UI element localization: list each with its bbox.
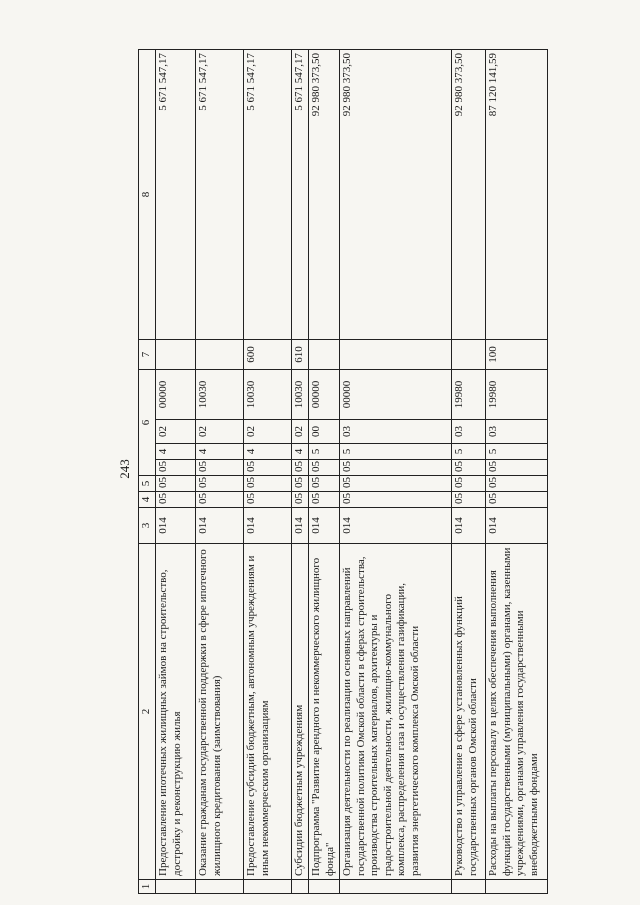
- row-direction: 10030: [244, 370, 292, 420]
- row-name: Подпрограмма "Развитие арендного и некоммерческого жилищного фонда": [309, 544, 340, 880]
- row-section: 05: [309, 492, 340, 508]
- header-col-5: 5: [139, 476, 156, 492]
- header-col-6: 6: [139, 370, 156, 476]
- row-event: 02: [292, 420, 309, 444]
- row-subprogram: 5: [340, 444, 452, 460]
- row-program: 05: [309, 460, 340, 476]
- row-name: Руководство и управление в сфере установленных функций государственных органов Омской области: [452, 544, 486, 880]
- row-index-cell: [196, 880, 244, 894]
- header-col-8: 8: [139, 50, 156, 340]
- row-subsection: 05: [486, 476, 548, 492]
- row-direction: 00000: [309, 370, 340, 420]
- row-section: 05: [340, 492, 452, 508]
- row-expense-type: 100: [486, 340, 548, 370]
- row-subsection: 05: [340, 476, 452, 492]
- row-direction: 10030: [292, 370, 309, 420]
- row-code: 014: [309, 508, 340, 544]
- table-row: [196, 50, 244, 894]
- row-index-cell: [309, 880, 340, 894]
- row-subprogram: 4: [156, 444, 196, 460]
- row-index-cell: [244, 880, 292, 894]
- row-event: 00: [309, 420, 340, 444]
- row-program: 05: [244, 460, 292, 476]
- row-program: 05: [156, 460, 196, 476]
- row-event: 03: [452, 420, 486, 444]
- row-direction: 19980: [452, 370, 486, 420]
- row-amount: 92 980 373,50: [452, 50, 486, 340]
- row-index-cell: [340, 880, 452, 894]
- row-section: 05: [156, 492, 196, 508]
- row-event: 03: [340, 420, 452, 444]
- row-index-cell: [156, 880, 196, 894]
- header-col-2: 2: [139, 544, 156, 880]
- table-row: [486, 50, 548, 894]
- row-index-cell: [292, 880, 309, 894]
- row-name: Предоставление субсидий бюджетным, автономным учреждениям и иным некоммерческим организациям: [244, 544, 292, 880]
- row-name: Организация деятельности по реализации основных направлений государственной политики Омской области в сферах строительства, производства строительных материалов, архитектуры и градостроительной деятельности, жилищно-коммунального комплекса, распределения газа и осуществления газификации, развития энергетического комплекса Омской области: [340, 544, 452, 880]
- rotated-page: [114, 53, 540, 894]
- row-expense-type: [196, 340, 244, 370]
- row-amount: 5 671 547,17: [156, 50, 196, 340]
- row-program: 05: [292, 460, 309, 476]
- row-expense-type: 600: [244, 340, 292, 370]
- row-direction: 10030: [196, 370, 244, 420]
- row-program: 05: [452, 460, 486, 476]
- row-direction: 00000: [156, 370, 196, 420]
- row-subprogram: 4: [244, 444, 292, 460]
- header-col-7: 7: [139, 340, 156, 370]
- row-amount: 5 671 547,17: [196, 50, 244, 340]
- row-code: 014: [196, 508, 244, 544]
- row-program: 05: [196, 460, 244, 476]
- row-subprogram: 4: [196, 444, 244, 460]
- row-subsection: 05: [196, 476, 244, 492]
- row-section: 05: [292, 492, 309, 508]
- row-code: 014: [486, 508, 548, 544]
- row-direction: 19980: [486, 370, 548, 420]
- row-section: 05: [244, 492, 292, 508]
- row-name: Расходы на выплаты персоналу в целях обеспечения выполнения функций государственными (муниципальными) органами, казенными учреждениями, органами управления государственными внебюджетными фондами: [486, 544, 548, 880]
- row-expense-type: [156, 340, 196, 370]
- row-section: 05: [452, 492, 486, 508]
- row-name: Субсидии бюджетным учреждениям: [292, 544, 309, 880]
- table-row: [244, 50, 292, 894]
- row-program: 05: [340, 460, 452, 476]
- row-amount: 92 980 373,50: [340, 50, 452, 340]
- row-amount: 92 980 373,50: [309, 50, 340, 340]
- row-amount: 5 671 547,17: [292, 50, 309, 340]
- row-section: 05: [196, 492, 244, 508]
- row-code: 014: [292, 508, 309, 544]
- header-col-4: 4: [139, 492, 156, 508]
- row-expense-type: 610: [292, 340, 309, 370]
- row-event: 03: [486, 420, 548, 444]
- row-subprogram: 5: [309, 444, 340, 460]
- row-name: Оказание гражданам государственной поддержки в сфере ипотечного жилищного кредитования (заимствования): [196, 544, 244, 880]
- row-amount: 5 671 547,17: [244, 50, 292, 340]
- row-code: 014: [340, 508, 452, 544]
- row-subsection: 05: [309, 476, 340, 492]
- row-program: 05: [486, 460, 548, 476]
- row-code: 014: [452, 508, 486, 544]
- row-code: 014: [156, 508, 196, 544]
- row-event: 02: [156, 420, 196, 444]
- row-code: 014: [244, 508, 292, 544]
- row-subsection: 05: [292, 476, 309, 492]
- table-header-row: [139, 50, 156, 894]
- row-subprogram: 4: [292, 444, 309, 460]
- row-amount: 87 120 141,59: [486, 50, 548, 340]
- row-expense-type: [340, 340, 452, 370]
- row-subsection: 05: [156, 476, 196, 492]
- table-row: [309, 50, 340, 894]
- row-index-cell: [486, 880, 548, 894]
- row-event: 02: [244, 420, 292, 444]
- page-number: 243: [117, 459, 132, 479]
- budget-table: [138, 49, 548, 894]
- row-subsection: 05: [452, 476, 486, 492]
- row-event: 02: [196, 420, 244, 444]
- row-subprogram: 5: [452, 444, 486, 460]
- row-section: 05: [486, 492, 548, 508]
- header-col-3: 3: [139, 508, 156, 544]
- row-name: Предоставление ипотечных жилищных займов на строительство, достройку и реконструкцию жилья: [156, 544, 196, 880]
- row-direction: 00000: [340, 370, 452, 420]
- header-col-1: 1: [139, 880, 156, 894]
- table-row: [156, 50, 196, 894]
- row-subsection: 05: [244, 476, 292, 492]
- table-row: [340, 50, 452, 894]
- table-row: [292, 50, 309, 894]
- row-subprogram: 5: [486, 444, 548, 460]
- table-row: [452, 50, 486, 894]
- row-index-cell: [452, 880, 486, 894]
- row-expense-type: [309, 340, 340, 370]
- row-expense-type: [452, 340, 486, 370]
